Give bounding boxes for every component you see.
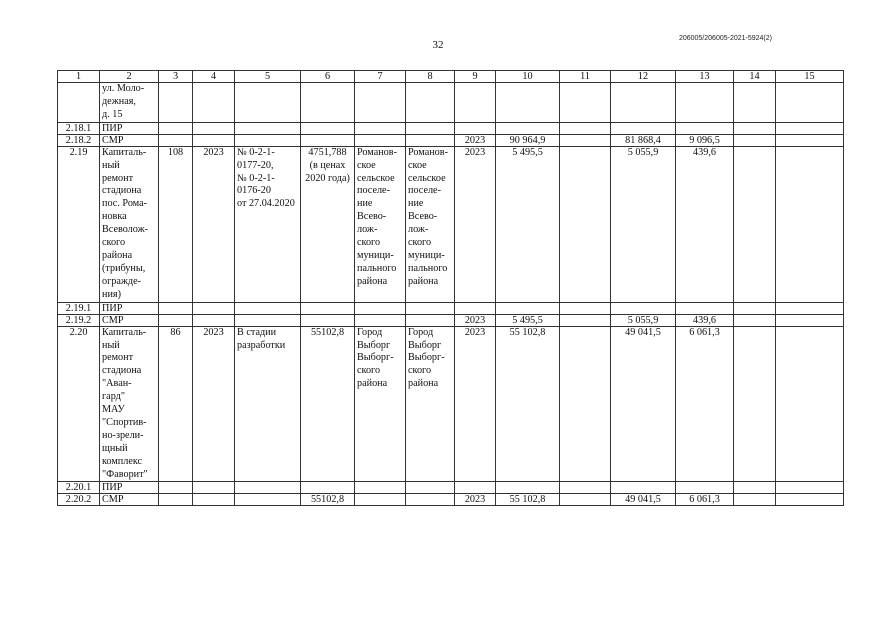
table-cell [496, 83, 560, 123]
table-cell [406, 494, 455, 506]
table-cell [560, 146, 611, 302]
table-cell: ПИР [100, 482, 159, 494]
table-cell [193, 494, 235, 506]
table-cell [406, 122, 455, 134]
table-cell [301, 314, 355, 326]
table-cell: Город Выборг Выборг- ского района [406, 326, 455, 482]
table-cell [734, 314, 776, 326]
table-row [58, 134, 844, 146]
table-cell [776, 314, 844, 326]
table-cell [355, 122, 406, 134]
table-cell: 2023 [455, 326, 496, 482]
page-number: 32 [432, 39, 444, 51]
column-header: 1 [58, 71, 100, 83]
table-cell [560, 314, 611, 326]
table-cell [734, 83, 776, 123]
table-cell [776, 302, 844, 314]
table-cell [455, 122, 496, 134]
table-cell [235, 302, 301, 314]
table-cell [611, 83, 676, 123]
table-cell [159, 494, 193, 506]
table-cell: 2.19 [58, 146, 100, 302]
table-cell: 49 041,5 [611, 326, 676, 482]
table-cell [776, 122, 844, 134]
table-cell [235, 134, 301, 146]
table-cell [235, 494, 301, 506]
table-cell [560, 83, 611, 123]
table-cell [355, 134, 406, 146]
table-cell [734, 326, 776, 482]
column-header: 6 [301, 71, 355, 83]
table-cell: 2.20.2 [58, 494, 100, 506]
table-row [58, 494, 844, 506]
table-cell [611, 482, 676, 494]
table-cell [776, 146, 844, 302]
header-row [58, 71, 844, 83]
table-cell [734, 134, 776, 146]
table-cell [235, 482, 301, 494]
table-cell: 6 061,3 [676, 326, 734, 482]
table-cell: ПИР [100, 302, 159, 314]
table-cell [560, 482, 611, 494]
table-cell [406, 314, 455, 326]
table-cell [355, 482, 406, 494]
table-cell [676, 122, 734, 134]
table-cell [58, 83, 100, 123]
table-row [58, 302, 844, 314]
table-cell [193, 314, 235, 326]
column-header: 2 [100, 71, 159, 83]
table-row [58, 326, 844, 482]
table-cell: 2.19.2 [58, 314, 100, 326]
table-row [58, 83, 844, 123]
table-cell: 49 041,5 [611, 494, 676, 506]
table-cell: 2023 [455, 314, 496, 326]
table-cell: 2023 [455, 494, 496, 506]
table-cell [676, 83, 734, 123]
column-header: 4 [193, 71, 235, 83]
table-cell: 439,6 [676, 146, 734, 302]
table-cell [734, 494, 776, 506]
table-cell [193, 83, 235, 123]
table-cell: 55 102,8 [496, 494, 560, 506]
table-cell: 5 055,9 [611, 314, 676, 326]
table-cell [734, 122, 776, 134]
table-cell [776, 326, 844, 482]
table-cell: 439,6 [676, 314, 734, 326]
table-cell: 2.19.1 [58, 302, 100, 314]
table-cell [355, 302, 406, 314]
table-cell: 4751,788 (в ценах 2020 года) [301, 146, 355, 302]
table-cell: 108 [159, 146, 193, 302]
table-cell [560, 122, 611, 134]
table-cell [734, 482, 776, 494]
table-cell: 5 495,5 [496, 314, 560, 326]
table-cell [676, 482, 734, 494]
table-row [58, 314, 844, 326]
table-cell: 6 061,3 [676, 494, 734, 506]
table-cell [406, 83, 455, 123]
table-cell [235, 83, 301, 123]
table-cell: 2.18.1 [58, 122, 100, 134]
table-cell: ул. Моло- дежная, д. 15 [100, 83, 159, 123]
column-header: 12 [611, 71, 676, 83]
table-cell [159, 83, 193, 123]
table-cell [406, 482, 455, 494]
table-cell: 9 096,5 [676, 134, 734, 146]
table-cell [560, 302, 611, 314]
table-cell: Романов- ское сельское поселе- ние Всево- лож- ского муници- пального района [406, 146, 455, 302]
column-header: 7 [355, 71, 406, 83]
table-cell [611, 122, 676, 134]
table-cell [455, 482, 496, 494]
table-cell [301, 302, 355, 314]
table-cell: СМР [100, 134, 159, 146]
table-cell [235, 122, 301, 134]
table-cell [560, 494, 611, 506]
column-header: 10 [496, 71, 560, 83]
table-cell [496, 302, 560, 314]
table-cell [406, 134, 455, 146]
table-cell [193, 482, 235, 494]
table-cell: 2.20 [58, 326, 100, 482]
table-cell: 90 964,9 [496, 134, 560, 146]
table-cell [355, 494, 406, 506]
table-cell: 55102,8 [301, 326, 355, 482]
table-cell [301, 122, 355, 134]
table-cell: 86 [159, 326, 193, 482]
table-cell [301, 482, 355, 494]
table-cell: Романов- ское сельское поселе- ние Всево- лож- ского муници- пального района [355, 146, 406, 302]
table-row [58, 482, 844, 494]
table-cell: 2.18.2 [58, 134, 100, 146]
table-cell [611, 302, 676, 314]
table-cell [159, 302, 193, 314]
column-header: 14 [734, 71, 776, 83]
table-cell [193, 134, 235, 146]
table-cell [159, 122, 193, 134]
column-header: 8 [406, 71, 455, 83]
table-cell [159, 482, 193, 494]
table-cell: 81 868,4 [611, 134, 676, 146]
table-cell [560, 326, 611, 482]
table-cell: 2.20.1 [58, 482, 100, 494]
table-cell: 55102,8 [301, 494, 355, 506]
table-cell: 5 495,5 [496, 146, 560, 302]
column-header: 3 [159, 71, 193, 83]
table-cell [235, 314, 301, 326]
table-cell [776, 83, 844, 123]
table-cell: Капиталь- ный ремонт стадиона пос. Рома- новка Всеволож- ского района (трибуны, огражде- ния) [100, 146, 159, 302]
table-row [58, 146, 844, 302]
table-cell: СМР [100, 494, 159, 506]
table-cell: 2023 [455, 146, 496, 302]
table-cell [734, 302, 776, 314]
table-cell [496, 122, 560, 134]
table-cell [560, 134, 611, 146]
table-cell [301, 83, 355, 123]
table-cell: Город Выборг Выборг- ского района [355, 326, 406, 482]
table-cell [355, 314, 406, 326]
table-row [58, 122, 844, 134]
table-cell [301, 134, 355, 146]
table-cell [355, 83, 406, 123]
column-header: 15 [776, 71, 844, 83]
table-cell: Капиталь- ный ремонт стадиона "Аван- гард" МАУ "Спортив- но-зрели- щный комплекс "Фаворит" [100, 326, 159, 482]
table-cell [455, 83, 496, 123]
table-cell: 5 055,9 [611, 146, 676, 302]
document-id: 206005/206005-2021-5924(2) [678, 35, 772, 42]
table-cell [776, 134, 844, 146]
table-cell [193, 122, 235, 134]
table-cell [159, 314, 193, 326]
data-table [57, 70, 844, 506]
table-cell [406, 302, 455, 314]
table-cell [193, 302, 235, 314]
table-cell [676, 302, 734, 314]
table-cell [776, 482, 844, 494]
table-cell: 2023 [193, 326, 235, 482]
table-cell [496, 482, 560, 494]
table-cell: 55 102,8 [496, 326, 560, 482]
column-header: 5 [235, 71, 301, 83]
table-cell: ПИР [100, 122, 159, 134]
table-cell: В стадии разработки [235, 326, 301, 482]
table-cell [455, 302, 496, 314]
column-header: 13 [676, 71, 734, 83]
table-cell [776, 494, 844, 506]
table-cell: № 0-2-1- 0177-20, № 0-2-1- 0176-20 от 27.04.2020 [235, 146, 301, 302]
table-cell: СМР [100, 314, 159, 326]
table-cell [734, 146, 776, 302]
table-cell [159, 134, 193, 146]
table-cell: 2023 [193, 146, 235, 302]
table-cell: 2023 [455, 134, 496, 146]
column-header: 9 [455, 71, 496, 83]
column-header: 11 [560, 71, 611, 83]
